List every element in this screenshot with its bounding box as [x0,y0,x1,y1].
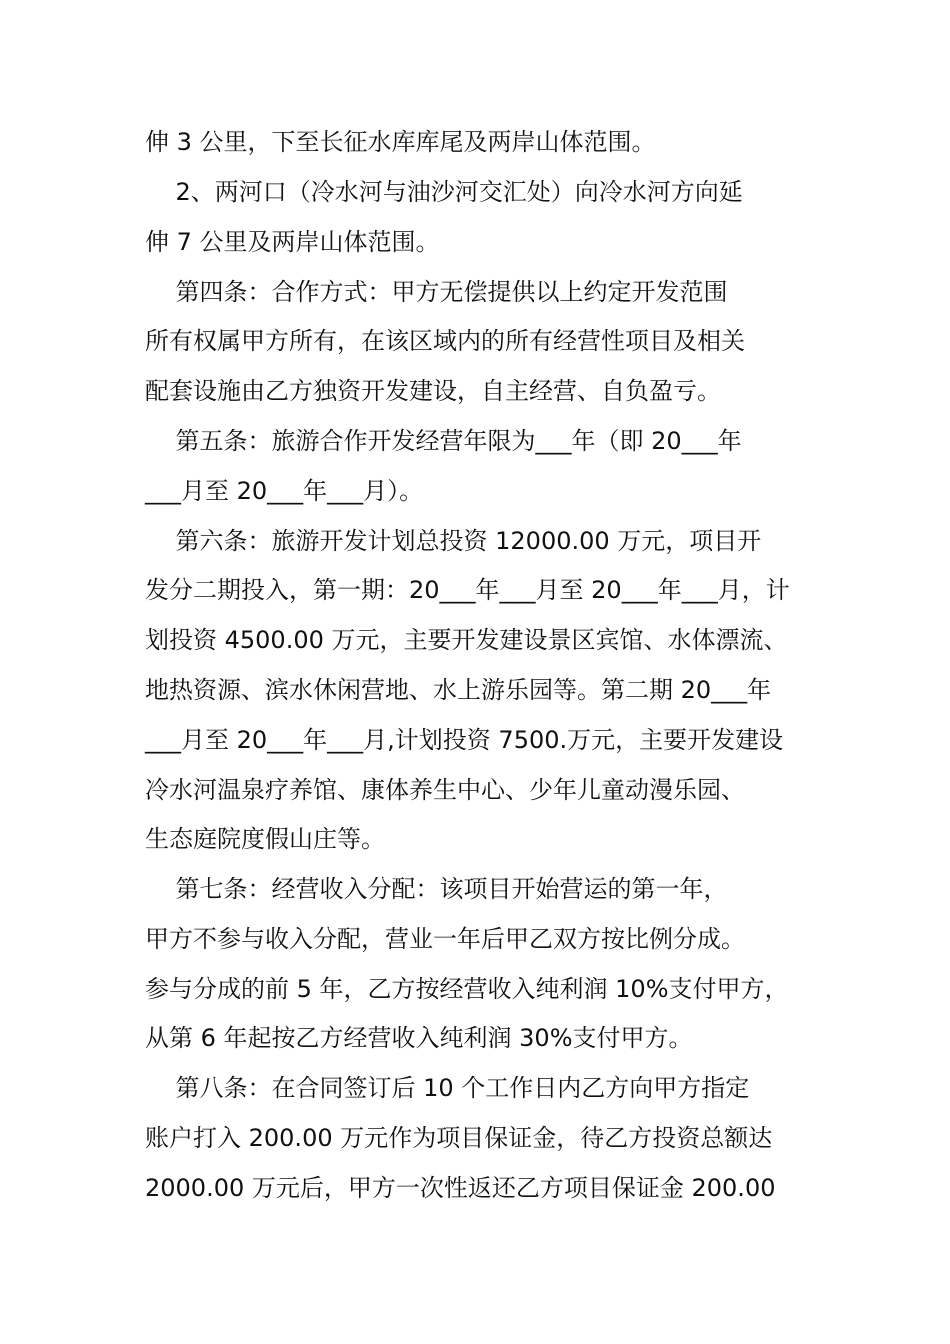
text-line: 第四条：合作方式：甲方无偿提供以上约定开发范围 [145,278,728,306]
text-line: 第六条：旅游开发计划总投资 12000.00 万元，项目开 [145,527,762,555]
text-line: ___月至 20___年___月）。 [145,477,424,505]
text-line: 所有权属甲方所有，在该区域内的所有经营性项目及相关 [145,327,745,355]
text-line: 第五条：旅游合作开发经营年限为___年（即 20___年 [145,427,742,455]
text-line: 生态庭院度假山庄等。 [145,825,385,853]
text-line: 配套设施由乙方独资开发建设，自主经营、自负盈亏。 [145,377,721,405]
text-line: 2、两河口（冷水河与油沙河交汇处）向冷水河方向延 [145,178,743,206]
text-line: 划投资 4500.00 万元，主要开发建设景区宾馆、水体漂流、 [145,626,788,654]
text-line: 甲方不参与收入分配，营业一年后甲乙双方按比例分成。 [145,925,745,953]
text-line: ___月至 20___年___月,计划投资 7500.万元，主要开发建设 [145,726,784,754]
text-line: 第八条：在合同签订后 10 个工作日内乙方向甲方指定 [145,1074,750,1102]
text-line: 伸 3 公里，下至长征水库库尾及两岸山体范围。 [145,128,656,156]
text-line: 账户打入 200.00 万元作为项目保证金，待乙方投资总额达 [145,1124,773,1152]
text-line: 冷水河温泉疗养馆、康体养生中心、少年儿童动漫乐园、 [145,776,745,804]
text-line: 2000.00 万元后，甲方一次性返还乙方项目保证金 200.00 [145,1174,776,1202]
text-line: 参与分成的前 5 年，乙方按经营收入纯利润 10%支付甲方， [145,975,789,1003]
text-line: 地热资源、滨水休闲营地、水上游乐园等。第二期 20___年 [145,676,772,704]
text-line: 伸 7 公里及两岸山体范围。 [145,228,440,256]
text-line: 发分二期投入，第一期：20___年___月至 20___年___月，计 [145,576,790,604]
text-line: 从第 6 年起按乙方经营收入纯利润 30%支付甲方。 [145,1024,693,1052]
text-line: 第七条：经营收入分配：该项目开始营运的第一年， [145,875,728,903]
